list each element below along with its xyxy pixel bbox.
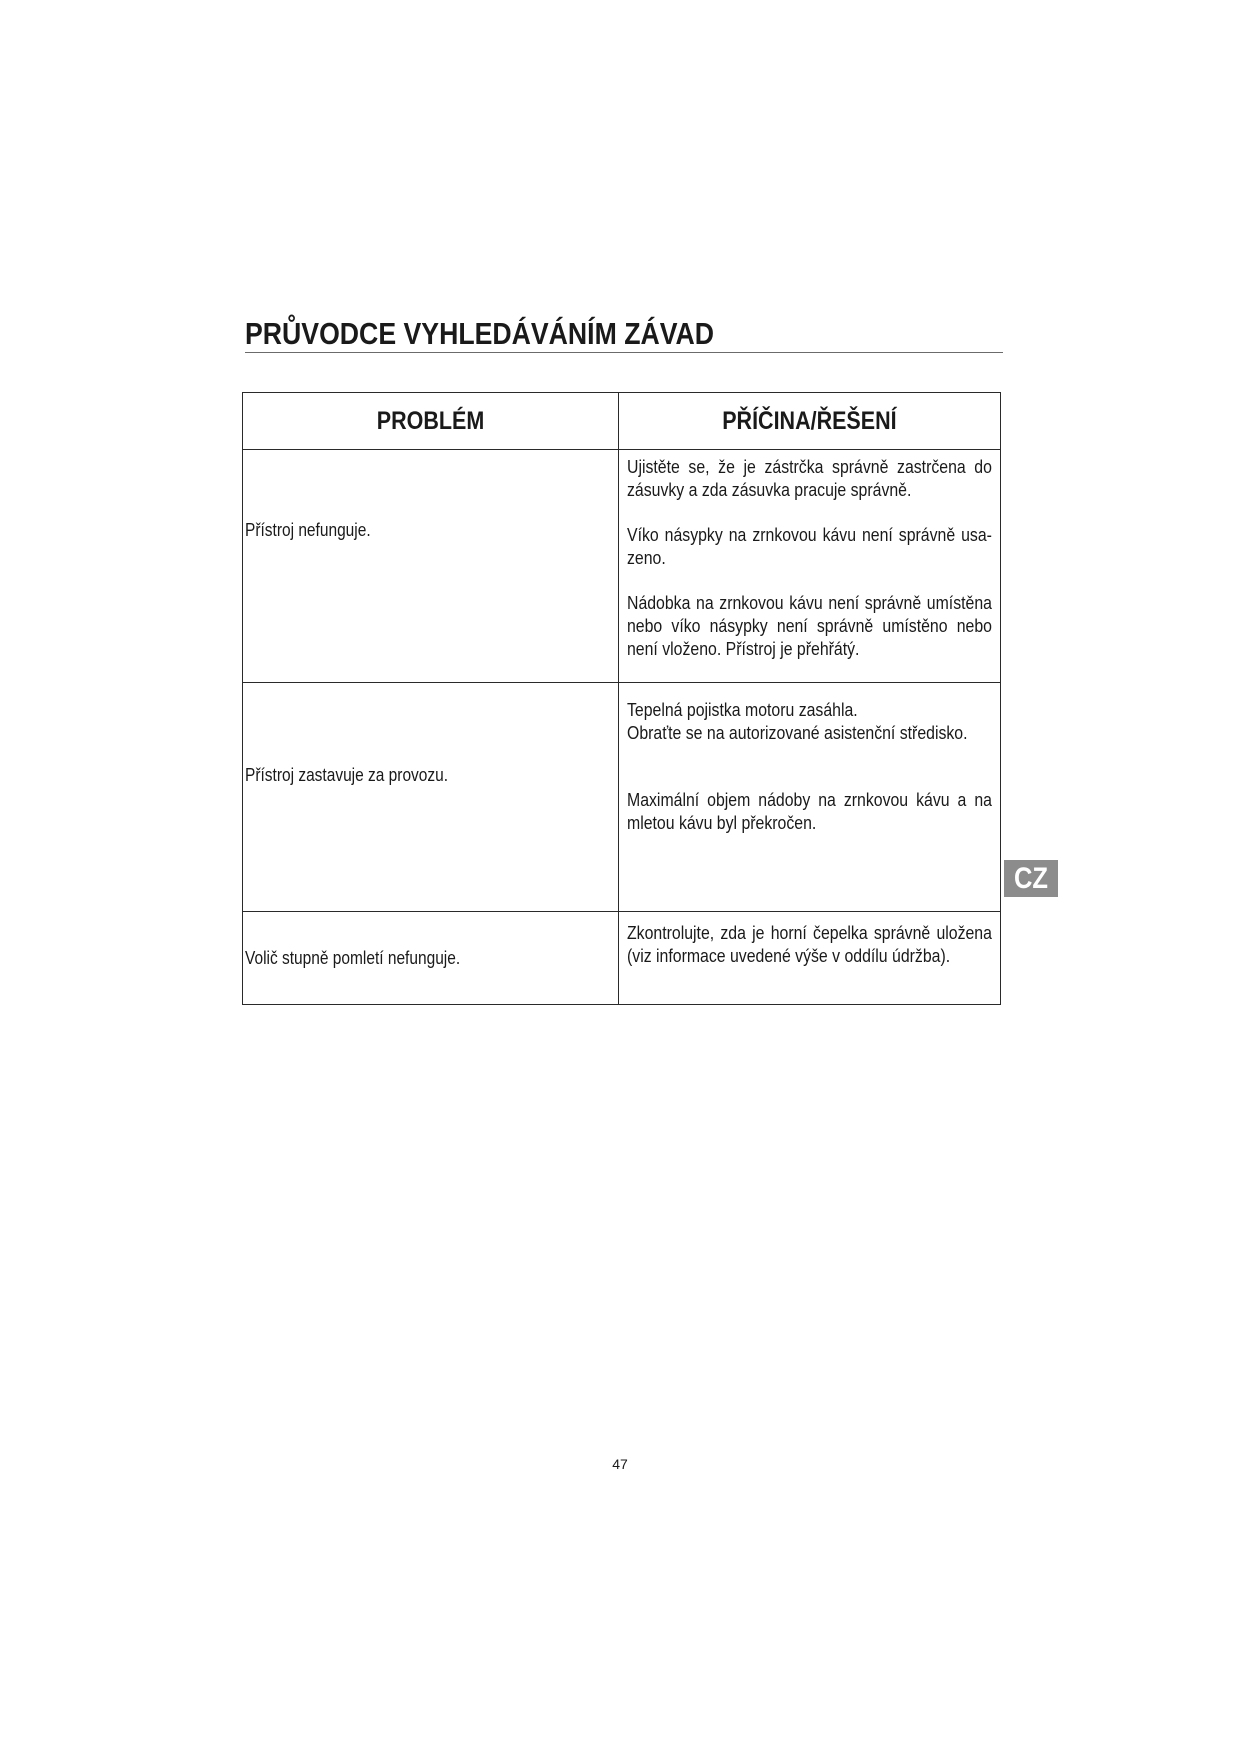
title-underline	[245, 352, 1003, 353]
language-badge: CZ	[1004, 860, 1058, 897]
table-header-row	[243, 393, 1001, 450]
cause-cell	[619, 450, 1001, 683]
cause-text: Nádobka na zrnkovou kávu není správně umístěna nebo víko násypky není správně umístěno nebo není vloženo. Přístroj je přehřátý.	[627, 593, 992, 659]
cause-cell	[619, 912, 1001, 1005]
problem-cell	[243, 450, 619, 683]
problem-cell	[243, 683, 619, 912]
table-row	[243, 912, 1001, 1005]
troubleshooting-table	[242, 392, 1001, 1005]
cause-text: Tepelná pojistka motoru zasáhla.	[627, 700, 858, 720]
cause-text: Ujistěte se, že je zástrčka správně zastrčena do zásuvky a zda zásuvka pracuje správně.	[627, 457, 992, 500]
cause-cell	[619, 683, 1001, 912]
page-title: PRŮVODCE VYHLEDÁVÁNÍM ZÁVAD	[245, 316, 715, 351]
table-row	[243, 683, 1001, 912]
problem-text: Přístroj zastavuje za provozu.	[245, 765, 449, 785]
cause-text: Obraťte se na autorizované asistenční středisko.	[627, 723, 968, 743]
table-row	[243, 450, 1001, 683]
header-problem: PROBLÉM	[243, 393, 619, 450]
page-number: 47	[612, 1456, 628, 1472]
problem-text: Přístroj nefunguje.	[245, 520, 371, 540]
header-cause-solution: PŘÍČINA/ŘEŠENÍ	[619, 393, 1001, 450]
cause-text: Zkontrolujte, zda je horní čepelka správně uložena (viz informace uvedené výše v oddílu údržba).	[627, 923, 992, 966]
cause-text: Víko násypky na zrnkovou kávu není správně usa-zeno.	[627, 525, 992, 568]
cause-text: Maximální objem nádoby na zrnkovou kávu a na mletou kávu byl překročen.	[627, 790, 992, 833]
problem-cell	[243, 912, 619, 1005]
problem-text: Volič stupně pomletí nefunguje.	[245, 948, 461, 968]
